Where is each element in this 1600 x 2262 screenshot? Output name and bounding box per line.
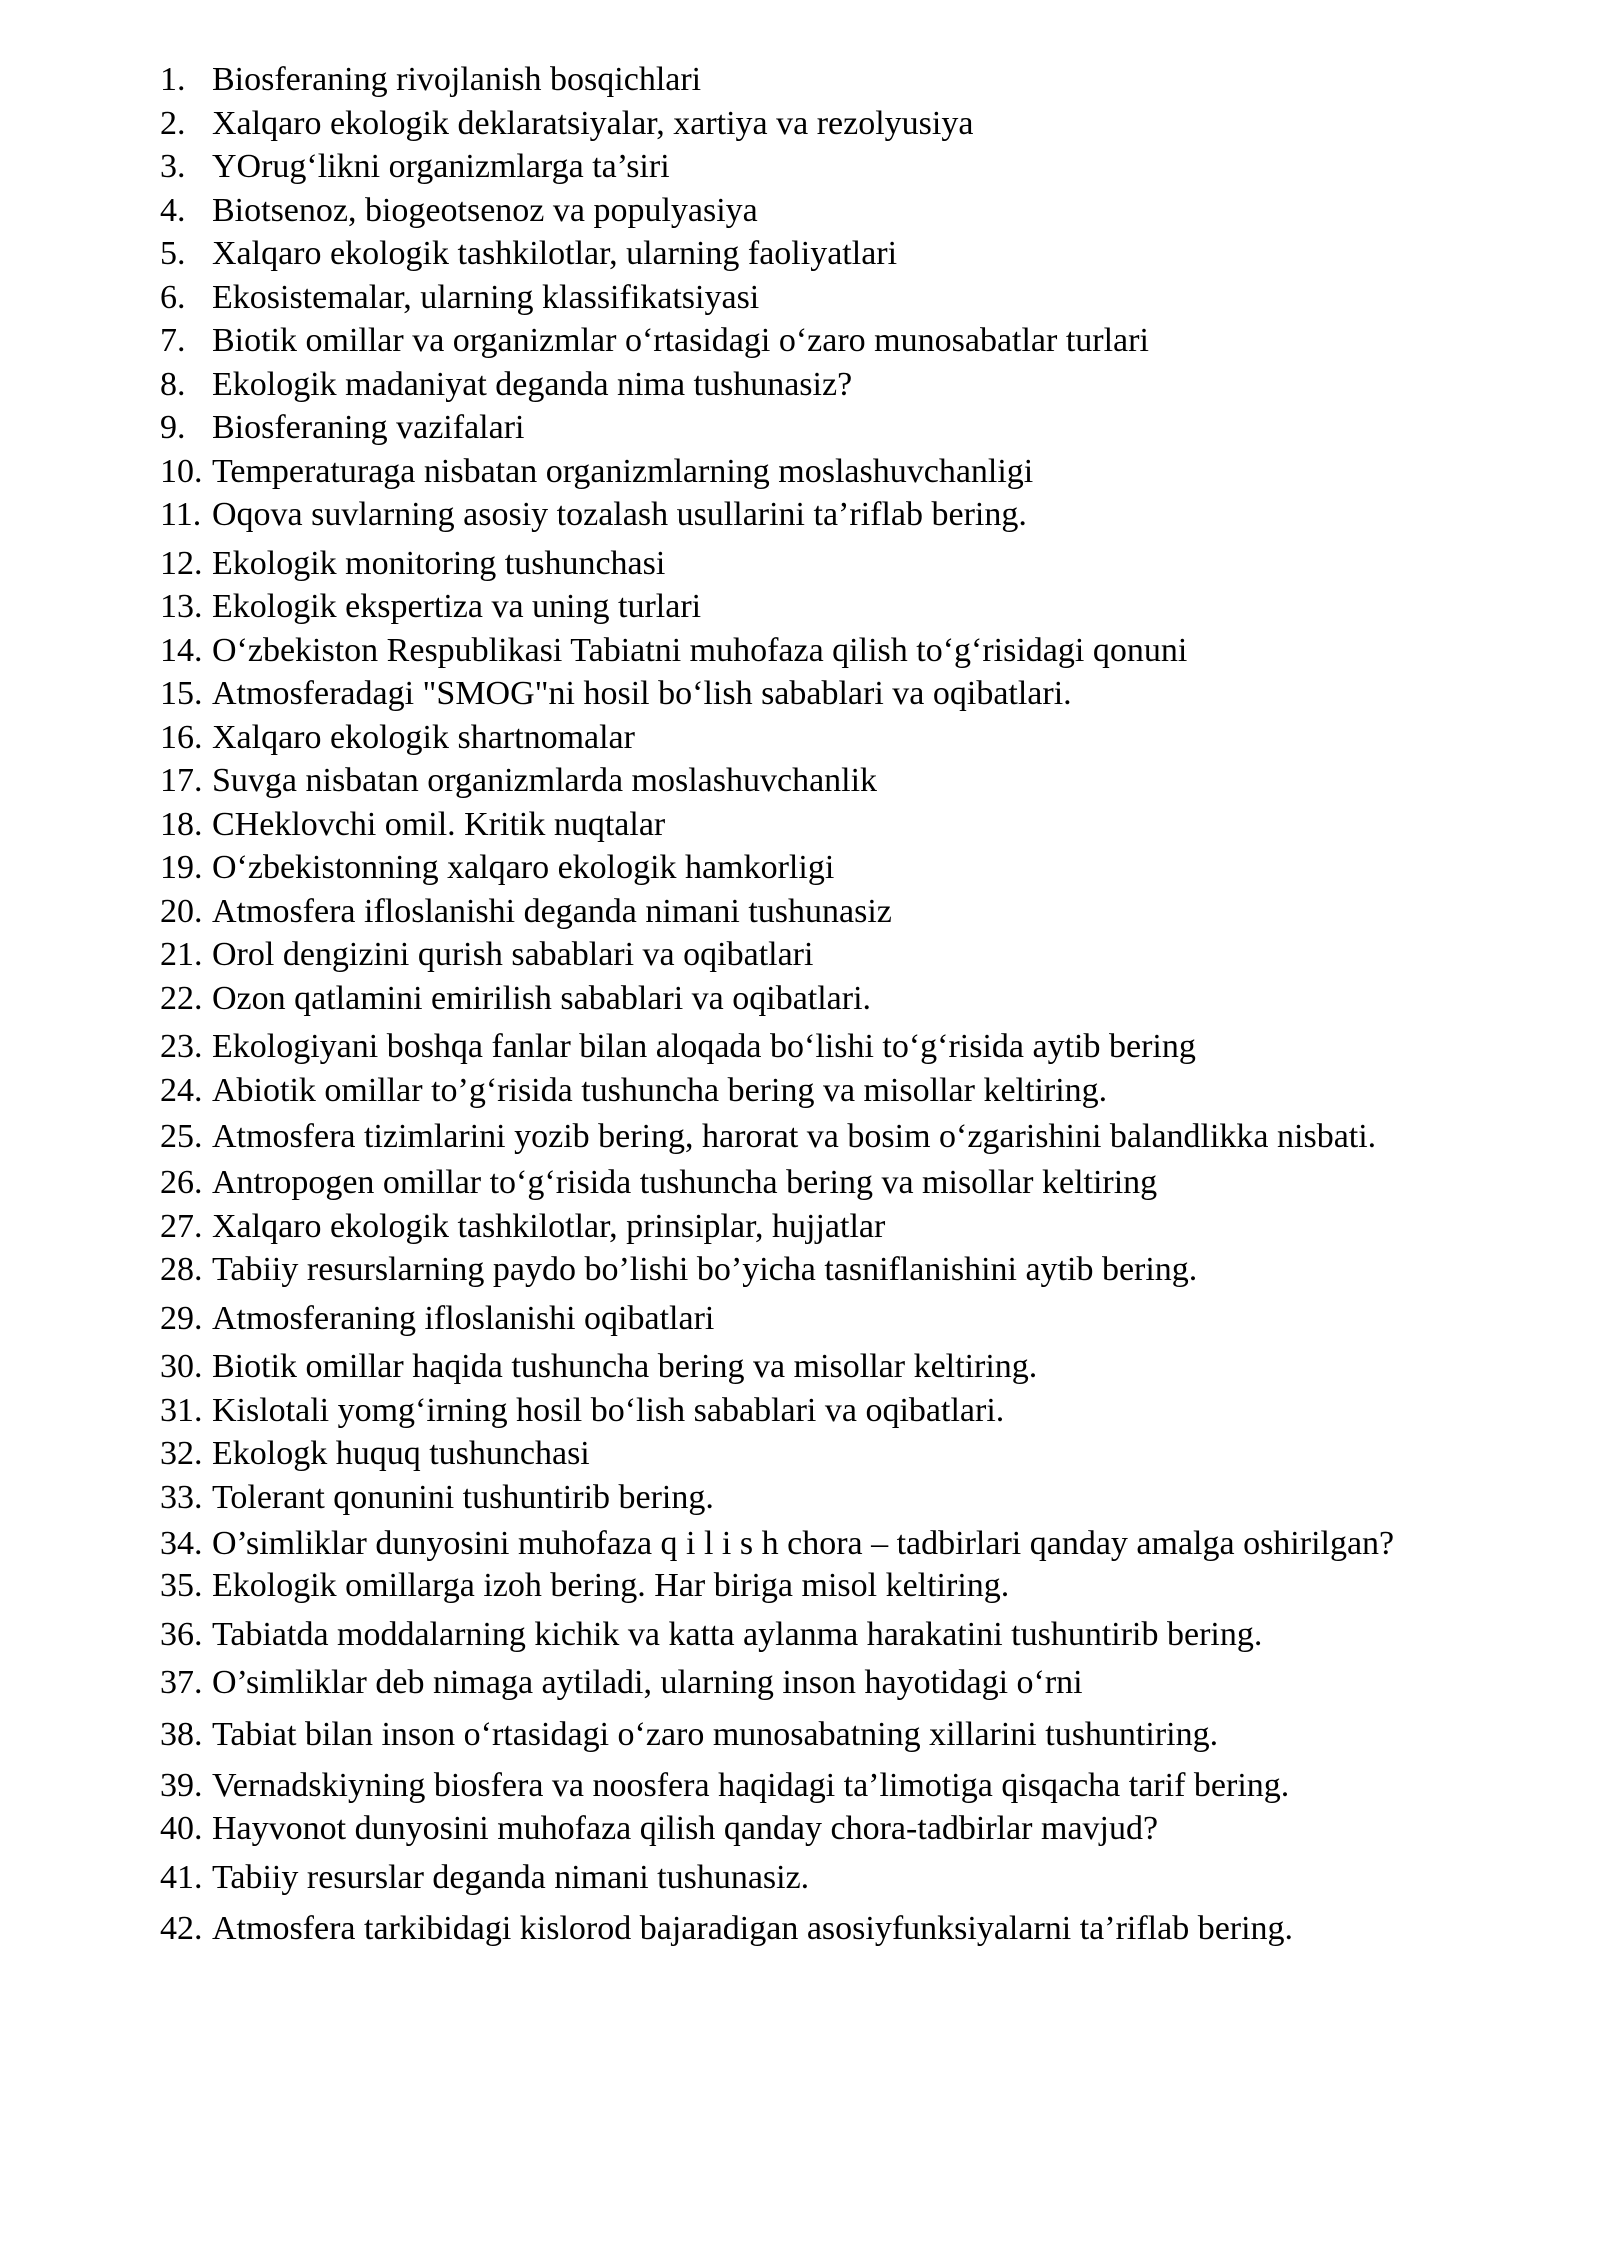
question-number: 40.: [160, 1810, 203, 1847]
question-text: Biotsenoz, biogeotsenoz va populyasiya: [212, 191, 758, 229]
question-text: Xalqaro ekologik shartnomalar: [212, 718, 635, 756]
question-number: 32.: [160, 1435, 203, 1472]
list-item: [160, 1389, 1485, 1433]
question-text: Tabiatda moddalarning kichik va katta aylanma harakatini tushuntirib bering.: [212, 1615, 1263, 1653]
question-text: Ekologk huquq tushunchasi: [212, 1435, 590, 1472]
question-number: 31.: [160, 1391, 203, 1429]
list-item: [160, 493, 1485, 537]
question-text: Atmosfera ifloslanishi deganda nimani tushunasiz: [212, 892, 892, 930]
question-text: O‘zbekistonning xalqaro ekologik hamkorligi: [212, 849, 835, 886]
question-number: 1.: [160, 61, 186, 98]
list-item: [160, 846, 1485, 890]
question-text: Tabiiy resurslarning paydo bo’lishi bo’yicha tasniflanishini aytib bering.: [212, 1251, 1198, 1288]
question-text: Tolerant qonunini tushuntirib bering.: [212, 1478, 714, 1516]
question-number: 19.: [160, 849, 203, 886]
question-number: 28.: [160, 1251, 203, 1288]
list-item: [160, 542, 1485, 586]
question-number: 33.: [160, 1478, 203, 1516]
question-text: Tabiat bilan inson o‘rtasidagi o‘zaro munosabatning xillarini tushuntiring.: [212, 1715, 1219, 1753]
list-item: [160, 1025, 1485, 1069]
list-item: [160, 363, 1485, 407]
question-number: 34.: [160, 1525, 203, 1562]
question-number: 16.: [160, 718, 203, 756]
question-number: 7.: [160, 322, 186, 359]
question-number: 20.: [160, 892, 203, 930]
list-item: [160, 450, 1485, 494]
question-text: Ekologik ekspertiza va uning turlari: [212, 588, 702, 625]
list-item: [160, 1613, 1485, 1657]
list-item: [160, 58, 1485, 102]
question-text: Suvga nisbatan organizmlarda moslashuvchanlik: [212, 762, 878, 799]
list-item: [160, 1205, 1485, 1249]
question-number: 38.: [160, 1715, 203, 1753]
question-text: Ekologik madaniyat deganda nima tushunasiz?: [212, 365, 853, 403]
question-number: 9.: [160, 409, 186, 446]
list-item: [160, 1661, 1485, 1705]
list-item: [160, 145, 1485, 189]
question-text: Xalqaro ekologik tashkilotlar, prinsiplar, hujjatlar: [212, 1207, 886, 1245]
question-number: 37.: [160, 1664, 203, 1701]
list-item: [160, 759, 1485, 803]
question-text: Ekologik monitoring tushunchasi: [212, 544, 666, 582]
question-text: Xalqaro ekologik tashkilotlar, ularning faoliyatlari: [212, 235, 898, 272]
question-text: CHeklovchi omil. Kritik nuqtalar: [212, 805, 666, 843]
question-text: Ekologik omillarga izoh bering. Har biriga misol keltiring.: [212, 1567, 1010, 1604]
list-item: [160, 1476, 1485, 1520]
question-text: O’simliklar dunyosini muhofaza q i l i s h chora – tadbirlari qanday amalga oshirilgan?: [212, 1525, 1395, 1562]
question-text: Atmosfera tarkibidagi kislorod bajaradigan asosiyfunksiyalarni ta’riflab bering.: [212, 1910, 1294, 1947]
list-item: [160, 1112, 1485, 1161]
question-text: YOrug‘likni organizmlarga ta’siri: [212, 148, 670, 185]
question-text: Ekosistemalar, ularning klassifikatsiyasi: [212, 278, 760, 316]
list-item: [160, 629, 1485, 673]
question-number: 5.: [160, 235, 186, 272]
question-number: 23.: [160, 1028, 203, 1065]
question-number: 41.: [160, 1858, 203, 1896]
question-text: Xalqaro ekologik deklaratsiyalar, xartiya va rezolyusiya: [212, 104, 974, 142]
question-number: 14.: [160, 631, 203, 669]
question-number: 8.: [160, 365, 186, 403]
question-number: 6.: [160, 278, 186, 316]
question-text: Temperaturaga nisbatan organizmlarning moslashuvchanligi: [212, 452, 1034, 490]
question-text: Biotik omillar haqida tushuncha bering va misollar keltiring.: [212, 1348, 1038, 1385]
question-text: Hayvonot dunyosini muhofaza qilish qanday chora-tadbirlar mavjud?: [212, 1810, 1159, 1847]
list-item: [160, 1524, 1485, 1564]
question-text: Atmosferadagi "SMOG"ni hosil bo‘lish sabablari va oqibatlari.: [212, 675, 1072, 712]
question-text: O’simliklar deb nimaga aytiladi, ularning inson hayotidagi o‘rni: [212, 1664, 1083, 1701]
question-list: [160, 58, 1485, 1953]
question-text: Abiotik omillar to’g‘risida tushuncha bering va misollar keltiring.: [212, 1071, 1108, 1109]
list-item: [160, 933, 1485, 977]
question-text: Biosferaning vazifalari: [212, 409, 525, 446]
list-item: [160, 1069, 1485, 1113]
question-number: 35.: [160, 1567, 203, 1604]
list-item: [160, 1248, 1485, 1292]
list-item: [160, 890, 1485, 934]
list-item: [160, 1297, 1485, 1341]
list-item: [160, 803, 1485, 847]
list-item: [160, 1904, 1485, 1953]
list-item: [160, 1764, 1485, 1808]
list-item: [160, 1564, 1485, 1608]
question-number: 4.: [160, 191, 186, 229]
list-item: [160, 977, 1485, 1021]
question-number: 2.: [160, 104, 186, 142]
question-number: 18.: [160, 805, 203, 843]
question-number: 27.: [160, 1207, 203, 1245]
question-text: Ozon qatlamini emirilish sabablari va oqibatlari.: [212, 979, 872, 1017]
question-number: 17.: [160, 762, 203, 799]
list-item: [160, 1161, 1485, 1205]
question-text: Tabiiy resurslar deganda nimani tushunasiz.: [212, 1858, 810, 1896]
question-number: 42.: [160, 1910, 203, 1947]
list-item: [160, 276, 1485, 320]
list-item: [160, 1710, 1485, 1759]
question-number: 12.: [160, 544, 203, 582]
list-item: [160, 319, 1485, 363]
list-item: [160, 585, 1485, 629]
question-number: 11.: [160, 496, 202, 533]
question-number: 15.: [160, 675, 203, 712]
question-text: Kislotali yomg‘irning hosil bo‘lish sabablari va oqibatlari.: [212, 1391, 1005, 1429]
question-number: 21.: [160, 936, 203, 973]
question-number: 24.: [160, 1071, 203, 1109]
question-number: 29.: [160, 1299, 203, 1337]
list-item: [160, 189, 1485, 233]
list-item: [160, 232, 1485, 276]
list-item: [160, 1345, 1485, 1389]
question-number: 30.: [160, 1348, 203, 1385]
question-number: 39.: [160, 1766, 203, 1804]
question-text: Atmosferaning ifloslanishi oqibatlari: [212, 1299, 715, 1337]
question-text: Antropogen omillar to‘g‘risida tushuncha bering va misollar keltiring: [212, 1164, 1158, 1201]
question-number: 36.: [160, 1615, 203, 1653]
list-item: [160, 102, 1485, 146]
question-number: 3.: [160, 148, 186, 185]
list-item: [160, 1856, 1485, 1900]
list-item: [160, 672, 1485, 716]
question-number: 26.: [160, 1164, 203, 1201]
question-text: Orol dengizini qurish sabablari va oqibatlari: [212, 936, 814, 973]
question-text: Atmosfera tizimlarini yozib bering, harorat va bosim o‘zgarishini balandlikka nisbati.: [212, 1118, 1377, 1155]
question-text: Oqova suvlarning asosiy tozalash usullarini ta’riflab bering.: [212, 496, 1027, 533]
list-item: [160, 716, 1485, 760]
list-item: [160, 1807, 1485, 1851]
question-number: 13.: [160, 588, 203, 625]
question-text: Biosferaning rivojlanish bosqichlari: [212, 61, 702, 98]
list-item: [160, 406, 1485, 450]
question-number: 22.: [160, 979, 203, 1017]
question-text: Vernadskiyning biosfera va noosfera haqidagi ta’limotiga qisqacha tarif bering.: [212, 1766, 1290, 1804]
question-text: Biotik omillar va organizmlar o‘rtasidagi o‘zaro munosabatlar turlari: [212, 322, 1149, 359]
list-item: [160, 1432, 1485, 1476]
question-text: Ekologiyani boshqa fanlar bilan aloqada bo‘lishi to‘g‘risida aytib bering: [212, 1028, 1196, 1065]
question-number: 25.: [160, 1118, 203, 1155]
question-number: 10.: [160, 452, 203, 490]
question-text: O‘zbekiston Respublikasi Tabiatni muhofaza qilish to‘g‘risidagi qonuni: [212, 631, 1188, 669]
